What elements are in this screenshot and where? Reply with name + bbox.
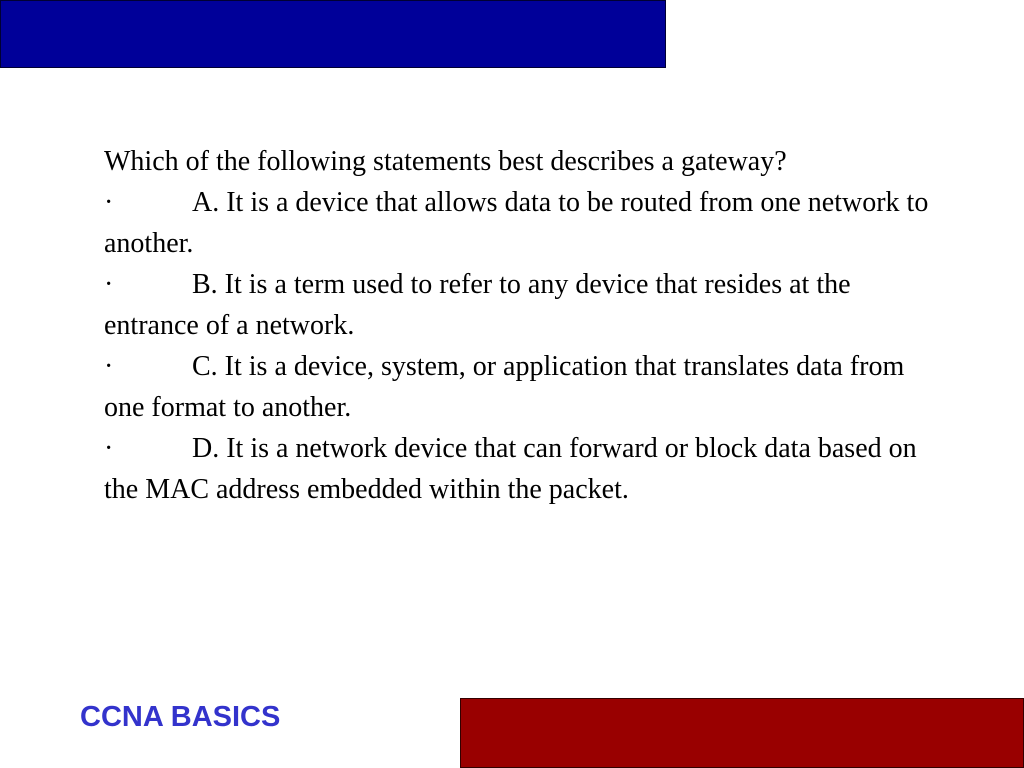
bottom-banner-bar (460, 698, 1024, 768)
question-block (104, 141, 934, 510)
question-text: Which of the following statements best describes a gateway? (104, 146, 787, 177)
option-a (104, 182, 934, 264)
option-b-text: B. It is a term used to refer to any device that resides at the entrance of a network. (104, 269, 851, 341)
option-c-text: C. It is a device, system, or application that translates data from one format to another. (104, 351, 905, 423)
option-b (104, 264, 934, 346)
bullet-icon: · (104, 433, 114, 464)
top-banner-bar (0, 0, 666, 68)
bullet-icon: · (104, 187, 114, 218)
bullet-icon: · (104, 351, 114, 382)
option-d (104, 428, 934, 510)
option-c (104, 346, 934, 428)
option-d-text: D. It is a network device that can forward or block data based on the MAC address embedded within the packet. (104, 433, 917, 505)
bullet-icon: · (104, 269, 114, 300)
footer-title: CCNA BASICS (80, 701, 281, 733)
option-a-text: A. It is a device that allows data to be routed from one network to another. (104, 187, 929, 259)
